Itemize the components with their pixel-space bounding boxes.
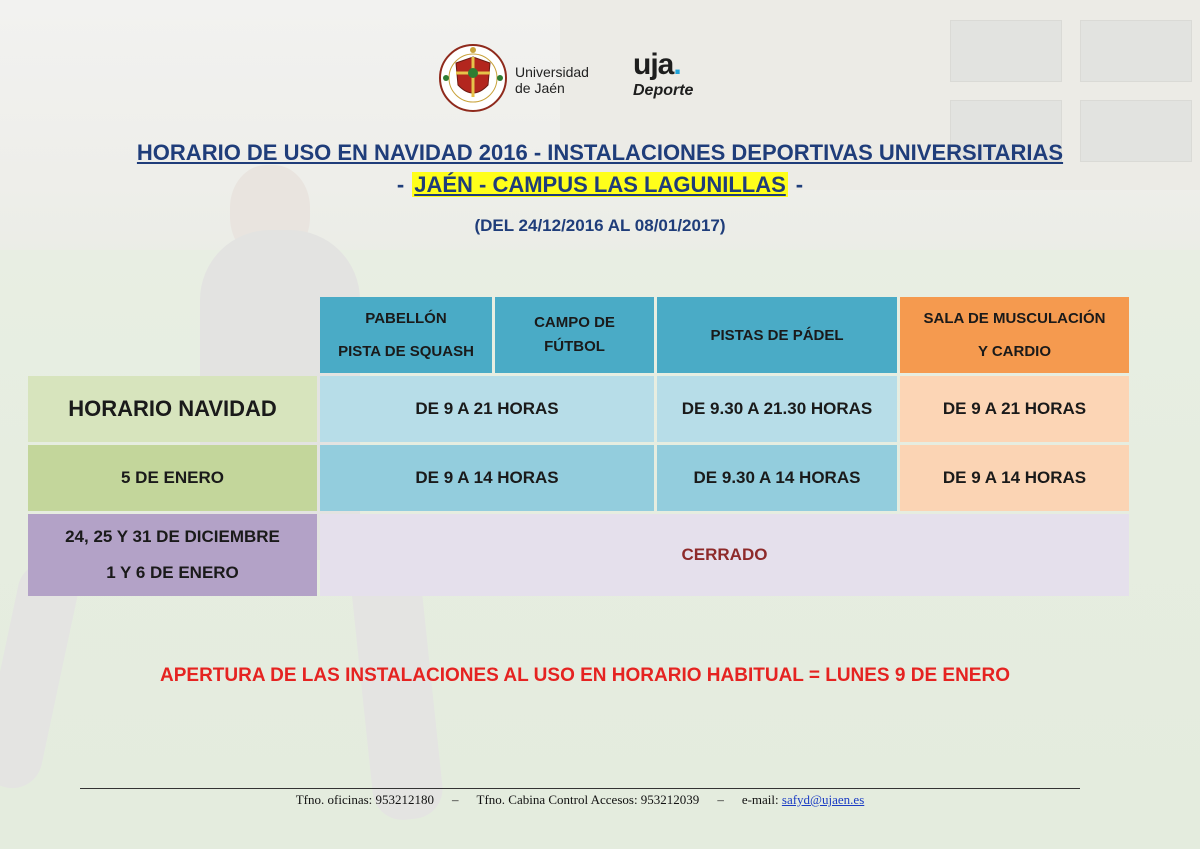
campus-highlight: JAÉN - CAMPUS LAS LAGUNILLAS	[414, 172, 786, 197]
row3-label-line1: 24, 25 Y 31 DE DICIEMBRE	[65, 527, 280, 546]
column-header-sala-line1: SALA DE MUSCULACIÓN	[923, 310, 1106, 327]
uja-wordmark: uja	[633, 48, 674, 81]
footer-contact	[0, 792, 1160, 808]
column-header-pabellon-line2: PISTA DE SQUASH	[338, 343, 474, 360]
uja-subtitle: Deporte	[633, 82, 694, 99]
column-header-campo-line2: FÚTBOL	[544, 338, 605, 355]
footer-separator: –	[717, 792, 724, 807]
column-header-padel: PISTAS DE PÁDEL	[657, 297, 897, 373]
row-label-closed-days	[28, 514, 317, 596]
column-header-sala-line2: Y CARDIO	[977, 343, 1052, 360]
campus-subtitle	[0, 172, 1200, 198]
subtitle-dash-left: -	[396, 172, 405, 197]
column-header-campo-futbol	[495, 297, 654, 373]
university-name	[515, 64, 589, 96]
uja-deporte-logo	[633, 50, 693, 100]
reopening-notice: APERTURA DE LAS INSTALACIONES AL USO EN HORARIO HABITUAL = LUNES 9 DE ENERO	[160, 665, 1010, 686]
row1-pabellon-campo-hours: DE 9 A 21 HORAS	[320, 376, 654, 442]
logo-bar	[0, 40, 1200, 120]
date-range: (DEL 24/12/2016 AL 08/01/2017)	[474, 216, 726, 235]
column-header-sala	[900, 297, 1129, 373]
footer-phone-office: Tfno. oficinas: 953212180	[295, 792, 435, 807]
row2-padel-hours: DE 9.30 A 14 HORAS	[657, 445, 897, 511]
row-label-5-enero: 5 DE ENERO	[28, 445, 317, 511]
page-title: HORARIO DE USO EN NAVIDAD 2016 - INSTALACIONES DEPORTIVAS UNIVERSITARIAS	[136, 140, 1064, 165]
university-name-line1: Universidad	[515, 64, 589, 80]
row2-pabellon-campo-hours: DE 9 A 14 HORAS	[320, 445, 654, 511]
column-header-pabellon-line1: PABELLÓN	[365, 310, 447, 327]
row-label-horario-navidad: HORARIO NAVIDAD	[28, 376, 317, 442]
footer-phone-cabin: Tfno. Cabina Control Accesos: 953212039	[476, 792, 700, 807]
column-header-pabellon	[320, 297, 492, 373]
footer-separator: –	[452, 792, 459, 807]
row3-closed-status: CERRADO	[320, 514, 1129, 596]
row3-label-line2: 1 Y 6 DE ENERO	[106, 563, 239, 582]
footer-email-link[interactable]: safyd@ujaen.es	[781, 792, 865, 807]
uja-dot: .	[673, 48, 681, 81]
university-name-line2: de Jaén	[515, 80, 565, 96]
footer-email-label: e-mail:	[741, 792, 779, 807]
row2-sala-hours: DE 9 A 14 HORAS	[900, 445, 1129, 511]
footer-divider	[80, 788, 1080, 789]
column-header-campo-line1: CAMPO DE	[534, 314, 615, 331]
row1-padel-hours: DE 9.30 A 21.30 HORAS	[657, 376, 897, 442]
subtitle-dash-right: -	[795, 172, 804, 197]
row1-sala-hours: DE 9 A 21 HORAS	[900, 376, 1129, 442]
university-seal-icon	[438, 43, 508, 113]
